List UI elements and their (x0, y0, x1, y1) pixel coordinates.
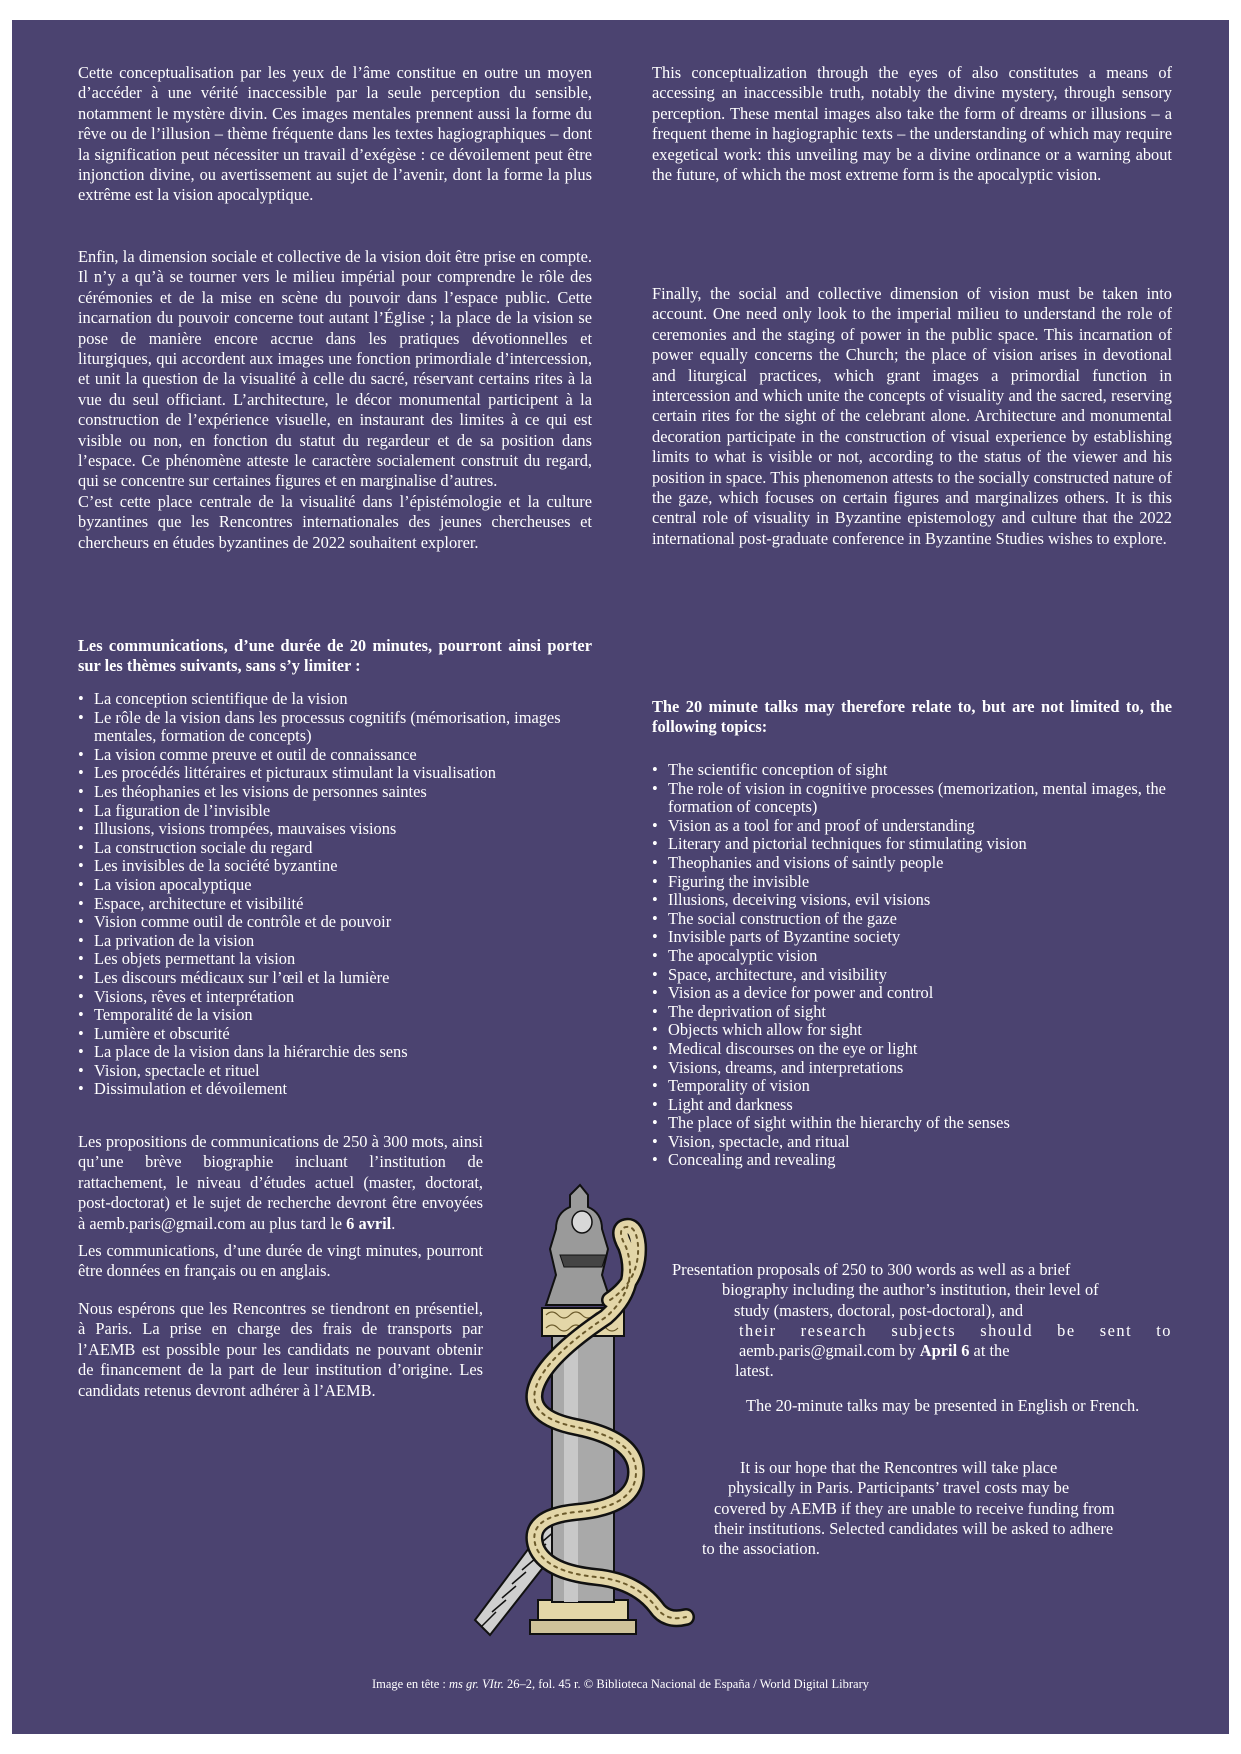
left-topic-item: • Les théophanies et les visions de personnes saintes (78, 783, 592, 802)
right-topic-item: • Vision as a tool for and proof of understanding (652, 817, 1172, 836)
right-proposal-line-1: Presentation proposals of 250 to 300 words as well as a brief (672, 1260, 1071, 1279)
left-topic-item: • Espace, architecture et visibilité (78, 895, 592, 914)
left-topic-item: • Les invisibles de la société byzantine (78, 857, 592, 876)
right-topic-item: • Concealing and revealing (652, 1151, 1172, 1170)
left-proposal: Les propositions de communications de 250 à 300 mots, ainsi qu’une brève biographie incluant l’institution de rattachement, le niveau d’études actuel (master, doctorat, post-doctorat) et le sujet de recherche devront être envoyées à aemb.paris@gmail.com au plus tard le 6 avril. (78, 1132, 483, 1233)
right-topic-item: • The scientific conception of sight (652, 761, 1172, 780)
right-topic-item: • Vision as a device for power and control (652, 984, 1172, 1003)
right-paragraph-2: Finally, the social and collective dimension of vision must be taken into account. One need only look to the imperial milieu to understand the role of ceremonies and the staging of power in the public space. This incarnation of power equally concerns the Church; the place of vision arises in devotional and liturgical practices, which grant images a primordial function in intercession and which unite the concepts of visuality and the sacred, reserving certain rites for the sight of the celebrant alone. Architecture and monumental decoration participate in the construction of visual experience by establishing limits to what is visible or not, according to the status of the viewer and his position in space. This phenomenon attests to the socially constructed nature of the gaze, which focuses on certain figures and marginalizes others. It is this central role of visuality in Byzantine epistemology and culture that the 2022 international post-graduate conference in Byzantine Studies wishes to explore. (652, 284, 1172, 548)
serpent-column-illustration (460, 1180, 710, 1640)
left-hope-block (78, 1299, 483, 1401)
left-languages: Les communications, d’une durée de vingt minutes, pourront être données en français ou en anglais. (78, 1241, 483, 1281)
right-topics-heading: The 20 minute talks may therefore relate to, but are not limited to, the following topics: (652, 697, 1172, 737)
right-topic-item: • The apocalyptic vision (652, 947, 1172, 966)
right-hope-line-3: covered by AEMB if they are unable to receive funding from (714, 1498, 1115, 1518)
left-languages-block (78, 1241, 483, 1282)
right-topics-list (652, 761, 1172, 1170)
right-languages: The 20-minute talks may be presented in English or French. (746, 1396, 1140, 1415)
caption-reference: 26–2, fol. 45 r. © Biblioteca Nacional de España / World Digital Library (507, 1677, 870, 1691)
right-hope-block (684, 1458, 1172, 1559)
left-topic-item: • Les objets permettant la vision (78, 950, 592, 969)
right-proposal-line-2: biography including the author’s institution, their level of (722, 1280, 1099, 1300)
left-topic-item: • Les procédés littéraires et picturaux stimulant la visualisation (78, 764, 592, 783)
right-hope-line-4: their institutions. Selected candidates will be asked to adhere (714, 1518, 1114, 1538)
left-topic-item: • La vision apocalyptique (78, 876, 592, 895)
right-topic-item: • Temporality of vision (652, 1077, 1172, 1096)
left-topic-item: • La conception scientifique de la vision (78, 690, 592, 709)
right-topic-item: • Objects which allow for sight (652, 1021, 1172, 1040)
left-topic-item: • La place de la vision dans la hiérarchie des sens (78, 1043, 592, 1062)
right-topic-item: • Literary and pictorial techniques for stimulating vision (652, 835, 1172, 854)
left-proposal-text: Les propositions de communications de 250 à 300 mots, ainsi qu’une brève biographie incluant l’institution de rattachement, le niveau d’études actuel (master, doctorat, post-doctorat) et le sujet de recherche devront être envoyées à aemb.paris@gmail.com au plus tard le (78, 1132, 483, 1233)
image-caption (12, 1677, 1229, 1692)
right-paragraph-1: This conceptualization through the eyes of also constitutes a means of accessing an inaccessible truth, notably the divine mystery, through sensory perception. These mental images also take the form of dreams or illusions – a frequent theme in hagiographic texts – the understanding of which may require exegetical work: this unveiling may be a divine ordinance or a warning about the future, of which the most extreme form is the apocalyptic vision. (652, 63, 1172, 185)
left-topic-item: • Vision, spectacle et rituel (78, 1062, 592, 1081)
right-proposal-tail: at the (973, 1341, 1010, 1361)
right-hope-line-1: It is our hope that the Rencontres will take place (740, 1458, 1058, 1477)
right-topic-item: • Vision, spectacle, and ritual (652, 1133, 1172, 1152)
left-proposal-date: 6 avril (346, 1213, 392, 1233)
right-proposal-block (672, 1260, 1172, 1382)
left-topics-list (78, 690, 592, 1099)
right-hope-line-5: to the association. (702, 1539, 820, 1559)
left-topic-item: • La construction sociale du regard (78, 839, 592, 858)
right-topics-block (652, 697, 1172, 738)
left-proposal-block (78, 1132, 483, 1234)
left-hope: Nous espérons que les Rencontres se tiendront en présentiel, à Paris. La prise en charge des frais de transports par l’AEMB est possible pour les candidats ne pouvant obtenir de financement de la part de leur institution d’origine. Les candidats retenus devront adhérer à l’AEMB. (78, 1299, 483, 1400)
caption-prefix: Image en tête : (371, 1677, 446, 1691)
right-topics-list-wrapper (652, 761, 1172, 1170)
left-column (78, 63, 592, 206)
right-proposal-line-5 (672, 1341, 1172, 1361)
left-topic-item: • Visions, rêves et interprétation (78, 988, 592, 1007)
right-topic-item: • Visions, dreams, and interpretations (652, 1059, 1172, 1078)
right-topic-item: • Space, architecture, and visibility (652, 966, 1172, 985)
left-block-2 (78, 247, 592, 553)
right-proposal-line-6: latest. (735, 1361, 774, 1381)
right-topic-item: • Figuring the invisible (652, 873, 1172, 892)
caption-manuscript: ms gr. VItr. (449, 1677, 504, 1691)
right-topic-item: • The social construction of the gaze (652, 910, 1172, 929)
right-proposal-email: aemb.paris@gmail.com by (739, 1341, 916, 1361)
right-column (652, 63, 1172, 185)
left-topics-heading: Les communications, d’une durée de 20 minutes, pourront ainsi porter sur les thèmes suivants, sans s’y limiter : (78, 636, 592, 676)
right-topic-item: • Illusions, deceiving visions, evil visions (652, 891, 1172, 910)
left-topic-item: • Lumière et obscurité (78, 1025, 592, 1044)
right-proposal-line-3: study (masters, doctoral, post-doctoral), and (734, 1300, 1024, 1320)
left-topic-item: • Les discours médicaux sur l’œil et la lumière (78, 969, 592, 988)
page-panel (12, 20, 1229, 1734)
right-proposal-line-4: their research subjects should be sent to (739, 1320, 1172, 1340)
right-topic-item: • The role of vision in cognitive processes (memorization, mental images, the formation of concepts) (652, 780, 1172, 817)
left-topic-item: • Dissimulation et dévoilement (78, 1080, 592, 1099)
left-topic-item: • Temporalité de la vision (78, 1006, 592, 1025)
right-proposal-date: April 6 (919, 1341, 970, 1361)
left-paragraph-1: Cette conceptualisation par les yeux de l’âme constitue en outre un moyen d’accéder à une vérité inaccessible par la seule perception du sensible, notamment le mystère divin. Ces images mentales prennent aussi la forme du rêve ou de l’illusion – thème fréquente dans les textes hagiographiques – dont la signification peut nécessiter un travail d’exégèse : ce dévoilement peut être injonction divine, ou avertissement au sujet de l’avenir, dont la forme la plus extrême est la vision apocalyptique. (78, 63, 592, 205)
right-hope-line-2: physically in Paris. Participants’ travel costs may be (728, 1478, 1070, 1498)
left-topic-item: • La vision comme preuve et outil de connaissance (78, 746, 592, 765)
right-topic-item: • The place of sight within the hierarchy of the senses (652, 1114, 1172, 1133)
left-topic-item: • La privation de la vision (78, 932, 592, 951)
left-topics-list-wrapper (78, 690, 592, 1099)
right-topic-item: • Light and darkness (652, 1096, 1172, 1115)
left-paragraph-3: C’est cette place centrale de la visualité dans l’épistémologie et la culture byzantines que les Rencontres internationales des jeunes chercheuses et chercheurs en études byzantines de 2022 souhaitent explorer. (78, 491, 592, 552)
right-topic-item: • Theophanies and visions of saintly people (652, 854, 1172, 873)
left-topic-item: • Le rôle de la vision dans les processus cognitifs (mémorisation, images mentales, formation de concepts) (78, 709, 592, 746)
left-paragraph-2: Enfin, la dimension sociale et collective de la vision doit être prise en compte. Il n’y a qu’à se tourner vers le milieu impérial pour comprendre le rôle des cérémonies et de la mise en scène du pouvoir dans l’espace public. Cette incarnation du pouvoir concerne tout autant l’Église ; la place de la vision se pose de manière encore accrue dans les pratiques dévotionnelles et liturgiques, qui accordent aux images une fonction primordiale d’intercession, et unit la question de la visualité à celle du sacré, réservant certains rites à la vue du seul officiant. L’architecture, le décor monumental participent à la construction de l’expérience visuelle, en instaurant des limites à ce qui est visible ou non, en fonction du statut du regardeur et de sa position dans l’espace. Ce phénomène atteste le caractère socialement construit du regard, qui se concentre sur certaines figures et en marginalise d’autres. (78, 247, 592, 491)
left-topic-item: • La figuration de l’invisible (78, 802, 592, 821)
right-topic-item: • Medical discourses on the eye or light (652, 1040, 1172, 1059)
left-topics-block (78, 636, 592, 677)
right-topic-item: • The deprivation of sight (652, 1003, 1172, 1022)
right-languages-block (746, 1396, 1172, 1416)
left-topic-item: • Illusions, visions trompées, mauvaises visions (78, 820, 592, 839)
right-block-2 (652, 284, 1172, 549)
left-topic-item: • Vision comme outil de contrôle et de pouvoir (78, 913, 592, 932)
right-topic-item: • Invisible parts of Byzantine society (652, 928, 1172, 947)
